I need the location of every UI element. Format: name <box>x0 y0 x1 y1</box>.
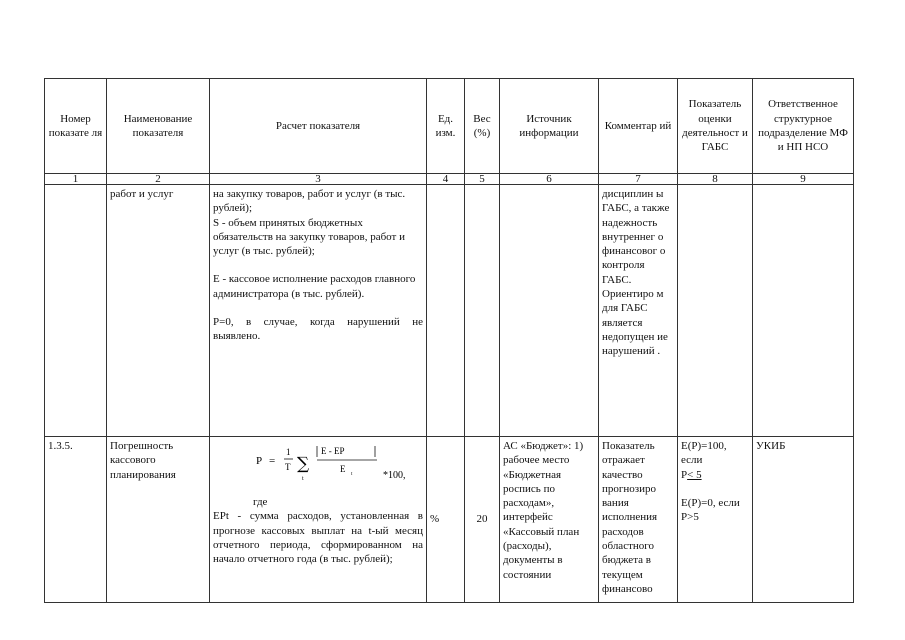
cell-calculation <box>210 185 427 437</box>
formula-lhs: P <box>256 455 263 467</box>
table-row-1-3-5 <box>45 437 854 603</box>
formula-eq: = <box>269 455 276 467</box>
formula-tail: *100, <box>383 470 406 481</box>
column-number: 7 <box>599 174 678 185</box>
formula-subscript: t <box>351 472 353 477</box>
cell-weight <box>465 185 500 437</box>
cell-responsible: УКИБ <box>753 437 854 603</box>
eval-condition <box>681 468 749 482</box>
calc-where: где <box>253 496 268 508</box>
cell-name: работ и услуг <box>107 185 210 437</box>
header-number: Номер показате ля <box>45 79 107 174</box>
column-number: 1 <box>45 174 107 185</box>
header-name: Наименование показателя <box>107 79 210 174</box>
calc-text: на закупку товаров, работ и услуг (в тыс. рублей); <box>213 188 406 215</box>
eval-text: E(P)=100, если <box>681 440 727 467</box>
cell-evaluation <box>678 185 753 437</box>
column-number: 2 <box>107 174 210 185</box>
column-number-row <box>45 174 854 185</box>
formula-denominator: E <box>340 464 346 474</box>
formula-one: 1 <box>286 447 291 457</box>
cell-calculation <box>210 437 427 603</box>
header-source: Источник информации <box>500 79 599 174</box>
eval-threshold: < 5 <box>687 468 702 481</box>
cell-unit: % <box>427 437 465 603</box>
cell-weight: 20 <box>465 437 500 603</box>
cell-number <box>45 185 107 437</box>
formula-numerator: E - EP <box>321 446 345 456</box>
column-number: 9 <box>753 174 854 185</box>
formula-index: t <box>302 476 304 482</box>
eval-variable: P <box>681 468 688 481</box>
header-weight: Вес (%) <box>465 79 500 174</box>
calc-text: P=0, в случае, когда нарушений не выявлено. <box>213 316 423 343</box>
calc-text: S - объем принятых бюджетных обязательств на закупку товаров, работ и услуг (в тыс. рублей); <box>213 216 405 258</box>
indicators-table <box>44 78 854 603</box>
cell-number: 1.3.5. <box>45 437 107 603</box>
cell-comment: дисциплин ы ГАБС, а также надежность внутреннег о финансовог о контроля ГАБС. Ориентиро м для ГАБС является недопущен ие нарушений . <box>599 185 678 437</box>
column-number: 6 <box>500 174 599 185</box>
cell-source: АС «Бюджет»: 1) рабочее место «Бюджетная роспись по расходам», интерфейс «Кассовый план (расходы), документы в состоянии <box>500 437 599 603</box>
column-number: 3 <box>210 174 427 185</box>
calc-text: EPt - сумма расходов, установленная в прогнозе кассовых выплат на t-ый месяц отчетного периода, сформированном на начало отчетного года (в тыс. рублей); <box>213 510 423 566</box>
cell-responsible <box>753 185 854 437</box>
header-comment: Комментар ий <box>599 79 678 174</box>
cell-source <box>500 185 599 437</box>
formula <box>213 439 423 495</box>
column-number: 8 <box>678 174 753 185</box>
cell-evaluation <box>678 437 753 603</box>
cell-unit <box>427 185 465 437</box>
column-number: 4 <box>427 174 465 185</box>
cell-name: Погрешность кассового планирования <box>107 437 210 603</box>
header-evaluation: Показатель оценки деятельност и ГАБС <box>678 79 753 174</box>
calc-text: Е - кассовое исполнение расходов главного администратора (в тыс. рублей). <box>213 273 416 300</box>
table-row-continued <box>45 185 854 437</box>
column-number: 5 <box>465 174 500 185</box>
formula-graphic <box>213 439 423 495</box>
formula-sigma: ∑ <box>297 454 310 474</box>
cell-comment: Показатель отражает качество прогнозиро вания исполнения расходов областного бюджета в текущем финансово <box>599 437 678 603</box>
header-responsible: Ответственное структурное подразделение МФ и НП НСО <box>753 79 854 174</box>
eval-text: E(P)=0, если P>5 <box>681 496 740 524</box>
formula-T: T <box>285 462 291 472</box>
header-calculation: Расчет показателя <box>210 79 427 174</box>
header-row <box>45 79 854 174</box>
header-unit: Ед. изм. <box>427 79 465 174</box>
